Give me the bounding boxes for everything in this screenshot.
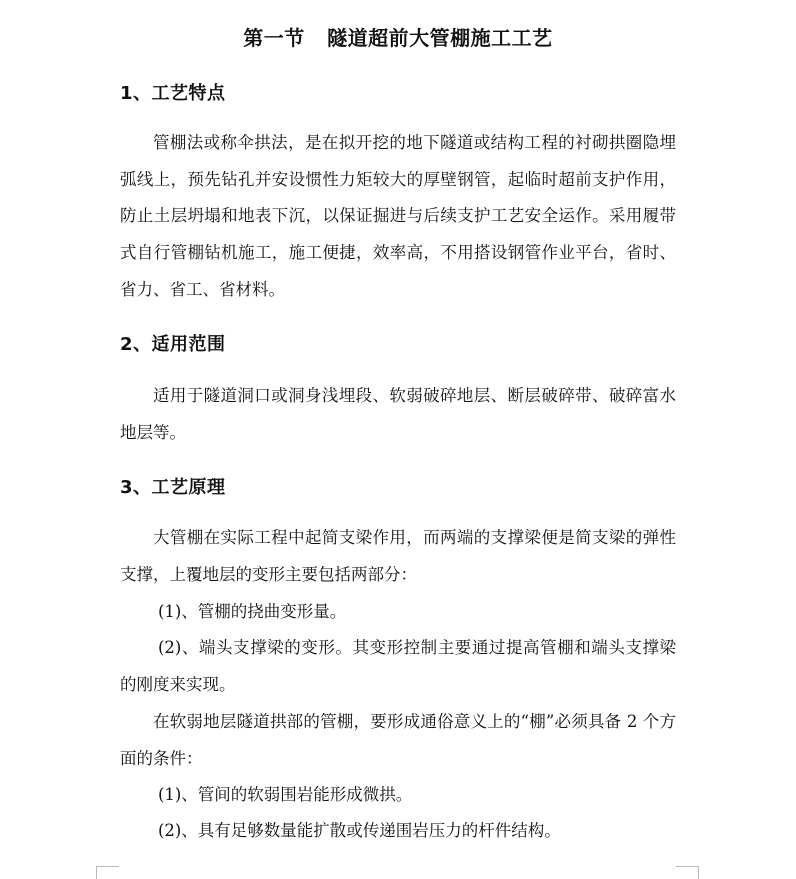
page-corner-mark-left	[96, 866, 119, 879]
page-corner-mark-right	[676, 866, 699, 879]
section-3-paragraph-conditions: 在软弱地层隧道拱部的管棚，要形成通俗意义上的“棚”必须具备 2 个方面的条件：	[120, 712, 676, 768]
section-heading-3: 3、工艺原理	[120, 477, 226, 498]
list-item-member-structure: (2)、具有足够数量能扩散或传递围岩压力的杆件结构。	[157, 821, 561, 840]
page-title: 第一节 隧道超前大管棚施工工艺	[243, 26, 553, 50]
section-heading-1: 1、工艺特点	[120, 83, 226, 104]
list-item-micro-arch: (1)、管间的软弱围岩能形成微拱。	[157, 785, 413, 804]
section-3-paragraph-intro: 大管棚在实际工程中起简支梁作用，而两端的支撑梁便是简支梁的弹性支撑，上覆地层的变形主要包括两部分：	[120, 528, 676, 584]
section-heading-2: 2、适用范围	[120, 334, 226, 355]
list-item-deflection: (1)、管棚的挠曲变形量。	[157, 602, 347, 621]
section-1-paragraph: 管棚法或称伞拱法，是在拟开挖的地下隧道或结构工程的衬砌拱圈隐埋弧线上，预先钻孔并安设惯性力矩较大的厚壁钢管，起临时超前支护作用，防止土层坍塌和地表下沉，以保证掘进与后续支护工艺安全运作。采用履带式自行管棚钻机施工，施工便捷，效率高，不用搭设钢管作业平台，省时、省力、省工、省材料。	[120, 133, 676, 299]
list-item-support-beam: (2)、端头支撑梁的变形。其变形控制主要通过提高管棚和端头支撑梁的刚度来实现。	[120, 638, 676, 694]
section-2-paragraph: 适用于隧道洞口或洞身浅埋段、软弱破碎地层、断层破碎带、破碎富水地层等。	[120, 386, 676, 442]
